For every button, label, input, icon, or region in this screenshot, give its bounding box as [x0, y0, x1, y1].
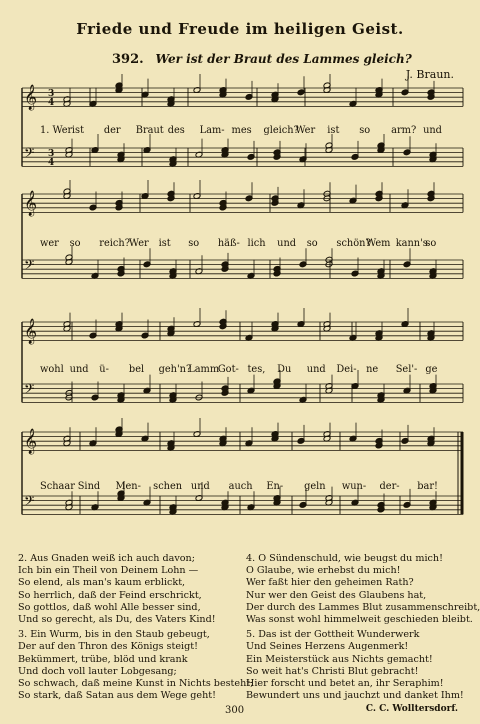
lyric-syllable: schön? [336, 238, 371, 249]
lyric-syllable: und [423, 125, 442, 136]
bass-clef: 𝄢 [24, 493, 35, 512]
composer: J. Braun. [405, 68, 454, 81]
lyric-syllable: geln [304, 481, 326, 492]
treble-clef: 𝄞 [24, 429, 38, 454]
verse-line: Und so gerecht, als Du, des Vaters Kind! [18, 614, 216, 626]
lyric-syllable: so [69, 238, 81, 249]
author-credit: C. C. Wolltersdorf. [365, 704, 458, 714]
lyric-syllable: lich [247, 238, 266, 249]
hymn-number: 392. [112, 52, 144, 67]
lyric-syllable: Schaar [40, 481, 75, 492]
verse-line: O Glaube, wie erhebst du mich! [246, 565, 401, 577]
verses-right-column [246, 553, 480, 705]
lyric-syllable: ist [71, 125, 85, 136]
time-signature: 4 [48, 98, 55, 108]
lyric-syllable: Men- [115, 481, 141, 492]
lyric-syllable: Du [277, 364, 292, 375]
bass-clef: 𝄢 [24, 381, 35, 400]
verse-2 [18, 553, 242, 626]
lyric-syllable: Lamm [188, 364, 220, 375]
lyric-syllable: und [306, 364, 326, 375]
time-signature: 4 [48, 158, 55, 168]
verse-line: Was sonst wohl himmelweit geschieden bleibt. [246, 614, 473, 626]
lyric-syllable: Braut [135, 125, 164, 136]
verse-line: So elend, als man's kaum erblickt, [18, 577, 186, 589]
bass-clef: 𝄢 [24, 145, 35, 164]
lyric-syllable: arm? [391, 125, 417, 136]
verse-line: Bewundert uns und jauchzt und danket Ihm! [246, 690, 464, 702]
lyric-syllable: gleich? [263, 125, 299, 136]
lyric-syllable: des [167, 125, 185, 136]
lyric-syllable: der [103, 125, 121, 136]
lyric-syllable: wer [40, 238, 59, 249]
time-signature: 3 [48, 89, 55, 99]
verse-5 [246, 629, 471, 702]
lyric-syllable: wohl [40, 364, 64, 375]
lyric-syllable: Wer [295, 125, 316, 136]
lyric-syllable: geh'n? [158, 364, 192, 375]
verse-line: Bekümmert, trübe, blöd und krank [18, 653, 188, 665]
lyric-syllable: auch [228, 481, 253, 492]
verse-line: Der auf den Thron des Königs steigt! [18, 641, 198, 653]
lyric-syllable: wun- [341, 481, 367, 492]
lyric-syllable: mes [231, 125, 252, 136]
section-title: Friede und Freude im heiligen Geist. [76, 20, 404, 38]
verse-3 [18, 629, 254, 702]
treble-clef: 𝄞 [24, 85, 38, 110]
lyric-syllable: und [277, 238, 297, 249]
lyric-syllable: ne [366, 364, 379, 375]
verse-line: So weit hat's Christi Blut gebracht! [246, 665, 419, 677]
lyric-syllable: Wem [366, 238, 391, 249]
lyric-syllable: reich? [99, 238, 130, 249]
lyric-syllable: ü- [99, 364, 109, 375]
lyric-syllable: kann's [395, 238, 428, 249]
page-number: 300 [225, 705, 245, 716]
verse-line: Hier forscht und betet an, ihr Seraphim! [246, 678, 444, 690]
verse-line: 4. O Sündenschuld, wie beugst du mich! [246, 553, 443, 564]
lyric-syllable: so [188, 238, 200, 249]
lyric-syllable: so [306, 238, 318, 249]
verse-line: 3. Ein Wurm, bis in den Staub gebeugt, [18, 629, 210, 641]
treble-clef: 𝄞 [24, 191, 38, 216]
verses-left-column [18, 553, 254, 705]
verse-line: 5. Das ist der Gottheit Wunderwerk [246, 629, 420, 641]
lyric-syllable: und [69, 364, 89, 375]
lyric-syllable: Wer [128, 238, 149, 249]
lyric-syllable: ist [327, 125, 340, 136]
verse-line: Der durch des Lammes Blut zusammenschreibt, [246, 601, 480, 613]
lyric-syllable: Sind [77, 481, 101, 492]
verse-line: So schwach, daß meine Kunst in Nichts besteht; [18, 678, 254, 690]
bass-clef: 𝄢 [24, 257, 35, 276]
verse-line: So herrlich, daß der Feind erschrickt, [18, 589, 202, 601]
lyric-syllable: Got- [217, 364, 239, 375]
verse-4 [246, 553, 480, 626]
lyric-syllable: ge [425, 364, 438, 375]
lyric-syllable: so [425, 238, 437, 249]
lyric-syllable: schen [153, 481, 183, 492]
verse-line: Und Seines Herzens Augenmerk! [246, 641, 409, 653]
lyric-syllable: Dei- [336, 364, 357, 375]
verse-line: So gottlos, daß wohl Alle besser sind, [18, 601, 201, 613]
lyric-syllable: so [359, 125, 371, 136]
lyric-syllable: En- [266, 481, 284, 492]
verse-line: 2. Aus Gnaden weiß ich auch davon; [18, 553, 195, 564]
time-signature: 3 [48, 149, 55, 159]
lyric-syllable: ist [158, 238, 171, 249]
lyric-syllable: der- [379, 481, 400, 492]
lyric-syllable: Lam- [199, 125, 225, 136]
treble-clef: 𝄞 [24, 319, 38, 344]
verse-line: Ich bin ein Theil von Deinem Lohn — [18, 565, 199, 577]
lyric-syllable: häß- [217, 238, 240, 249]
lyric-syllable: bar! [417, 481, 439, 492]
verse-line: So stark, daß Satan aus dem Wege geht! [18, 690, 216, 702]
lyric-syllable: 1. Wer [40, 125, 73, 136]
lyric-syllable: tes, [247, 364, 266, 375]
verse-line: Wer faßt hier den geheimen Rath? [246, 577, 414, 589]
lyric-syllable: bel [128, 364, 145, 375]
hymn-title: Wer ist der Braut des Lammes gleich? [155, 52, 412, 66]
lyric-syllable: Sel'- [395, 364, 418, 375]
verse-line: Ein Meisterstück aus Nichts gemacht! [246, 653, 433, 665]
lyric-syllable: und [190, 481, 210, 492]
verse-line: Und doch voll lauter Lobgesang; [18, 665, 177, 677]
verse-line: Nur wer den Geist des Glaubens hat, [246, 589, 427, 601]
